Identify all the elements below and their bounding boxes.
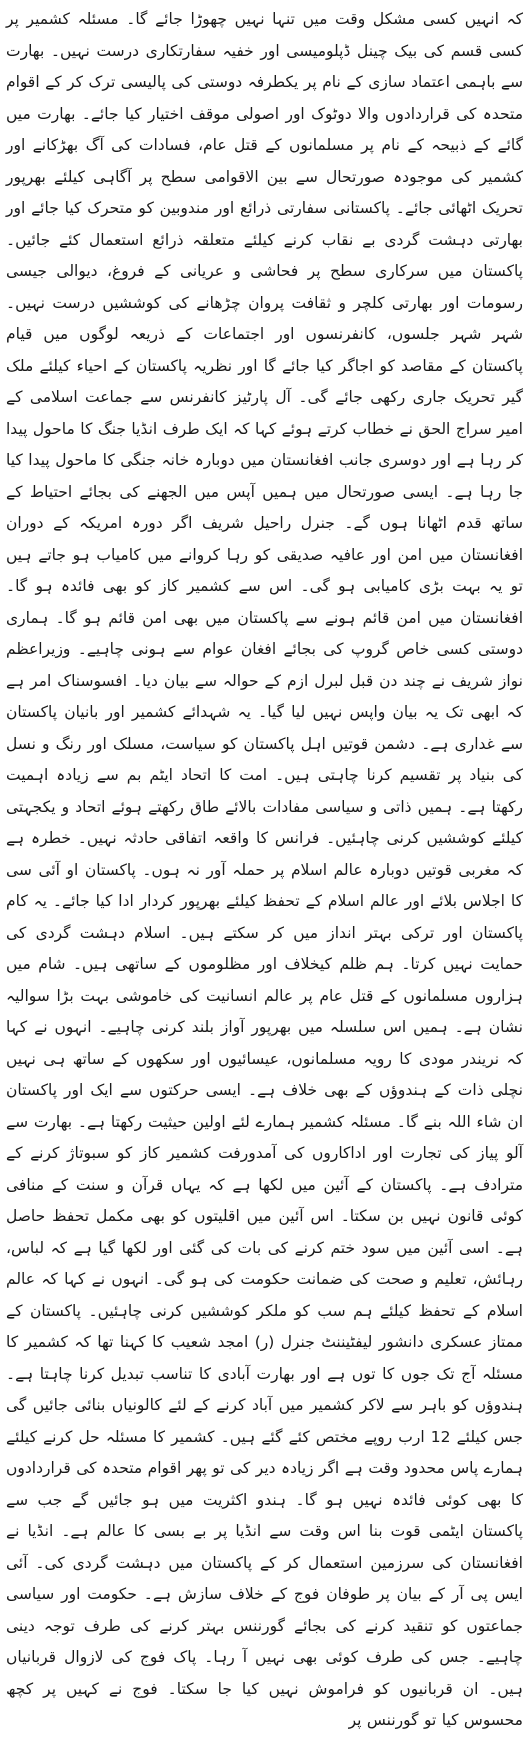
article-body-text: کہ انہیں کسی مشکل وقت میں تنہا نہیں چھوڑا جائے گا۔ مسئلہ کشمیر پر کسی قسم کی بیک چینل ڈپلومیسی اور خفیہ سفارتکاری درست نہیں۔ بھارت سے باہمی اعتماد سازی کے نام پر یکطرفہ دوستی کی پالیسی ترک کر کے اقوام متحدہ کی قراردادوں والا دوٹوک اور اصولی موقف اختیار کیا جائے۔ بھارت میں گائے کے ذبیحہ کے نام پر مسلمانوں کے قتل عام، فسادات کی آگ بھڑکانے اور کشمیر کی موجودہ صورتحال سے بین الاقوامی سطح پر آگاہی کیلئے بھرپور تحریک اٹھائی جائے۔ پاکستانی سفارتی ذرائع اور مندوبین کو متحرک کیا جائے اور بھارتی دہشت گردی بے نقاب کرنے کیلئے متعلقہ ذرائع استعمال کئے جائیں۔ پاکستان میں سرکاری سطح پر فحاشی و عریانی کے فروغ، دیوالی جیسی رسومات اور بھارتی کلچر و ثقافت پروان چڑھانے کی کوششیں درست نہیں۔ شہر شہر جلسوں، کانفرنسوں اور اجتماعات کے ذریعہ لوگوں میں قیام پاکستان کے مقاصد کو اجاگر کیا جائے گا اور نظریہ پاکستان کے احیاء کیلئے ملک گیر تحریک جاری رکھی جائے گی۔ آل پارٹیز کانفرنس سے جماعت اسلامی کے امیر سراج الحق نے خطاب کرتے ہوئے کہا کہ ایک طرف انڈیا جنگ کا ماحول پیدا کر رہا ہے اور دوسری جانب افغانستان میں دوبارہ خانہ جنگی کا ماحول پیدا کیا جا رہا ہے۔ ایسی صورتحال میں ہمیں آپس میں الجھنے کی بجائے احتیاط کے ساتھ قدم اٹھانا ہوں گے۔ جنرل راحیل شریف اگر دورہ امریکہ کے دوران افغانستان میں امن اور عافیہ صدیقی کو رہا کروانے میں کامیاب ہو جاتے ہیں تو یہ بہت بڑی کامیابی ہو گی۔ اس سے کشمیر کاز کو بھی فائدہ ہو گا۔ افغانستان میں امن قائم ہونے سے پاکستان میں بھی امن قائم ہو گا۔ ہماری دوستی کسی خاص گروپ کی بجائے افغان عوام سے ہونی چاہیے۔ وزیراعظم نواز شریف نے چند دن قبل لبرل ازم کے حوالہ سے بیان دیا۔ افسوسناک امر ہے کہ ابھی تک یہ بیان واپس نہیں لیا گیا۔ یہ شہدائے کشمیر اور بانیان پاکستان سے غداری ہے۔ دشمن قوتیں اہل پاکستان کو سیاست، مسلک اور رنگ و نسل کی بنیاد پر تقسیم کرنا چاہتی ہیں۔ امت کا اتحاد ایٹم بم سے زیادہ اہمیت رکھتا ہے۔ ہمیں ذاتی و سیاسی مفادات بالائے طاق رکھتے ہوئے اتحاد و یکجہتی کیلئے کوششیں کرنی چاہئیں۔ فرانس کا واقعہ اتفاقی حادثہ نہیں۔ خطرہ ہے کہ مغربی قوتیں دوبارہ عالم اسلام پر حملہ آور نہ ہوں۔ پاکستان او آئی سی کا اجلاس بلائے اور عالم اسلام کے تحفظ کیلئے بھرپور کردار ادا کیا جائے۔ یہ کام پاکستان اور ترکی بہتر انداز میں کر سکتے ہیں۔ اسلام دہشت گردی کی حمایت نہیں کرتا۔ ہم ظلم کیخلاف اور مظلوموں کے ساتھی ہیں۔ شام میں ہزاروں مسلمانوں کے قتل عام پر عالم انسانیت کی خاموشی بہت بڑا سوالیہ نشان ہے۔ ہمیں اس سلسلہ میں بھرپور آواز بلند کرنی چاہیے۔ انہوں نے کہا کہ نریندر مودی کا رویہ مسلمانوں، عیسائیوں اور سکھوں کے ساتھ ہی نہیں نچلی ذات کے ہندوؤں کے بھی خلاف ہے۔ ایسی حرکتوں سے ایک اور پاکستان ان شاء اللہ بنے گا۔ مسئلہ کشمیر ہمارے لئے اولین حیثیت رکھتا ہے۔ بھارت سے آلو پیاز کی تجارت اور اداکاروں کی آمدورفت کشمیر کاز کو سبوتاژ کرنے کے مترادف ہے۔ پاکستان کے آئین میں لکھا ہے کہ یہاں قرآن و سنت کے منافی کوئی قانون نہیں بن سکتا۔ اس آئین میں اقلیتوں کو بھی مکمل تحفظ حاصل ہے۔ اسی آئین میں سود ختم کرنے کی بات کی گئی اور لکھا گیا ہے کہ لباس، رہائش، تعلیم و صحت کی ضمانت حکومت کی ہو گی۔ انہوں نے کہا کہ عالم اسلام کے تحفظ کیلئے ہم سب کو ملکر کوششیں کرنی چاہئیں۔ پاکستان کے ممتاز عسکری دانشور لیفٹیننٹ جنرل (ر) امجد شعیب کا کہنا تھا کہ کشمیر کا مسئلہ آج تک جوں کا توں ہے اور بھارت آبادی کا تناسب تبدیل کرنا چاہتا ہے۔ ہندوؤں کو باہر سے لاکر کشمیر میں آباد کرنے کے لئے کالونیاں بنائی جائیں گی جس کیلئے 12 ارب روپے مختص کئے گئے ہیں۔ کشمیر کا مسئلہ حل کرنے کیلئے ہمارے پاس محدود وقت ہے اگر زیادہ دیر کی تو پھر اقوام متحدہ کی قراردادوں کا بھی کوئی فائدہ نہیں ہو گا۔ ہندو اکثریت میں ہو جائیں گے جب سے پاکستان ایٹمی قوت بنا اس وقت سے انڈیا پر بے بسی کا عالم ہے۔ انڈیا نے افغانستان کی سرزمین استعمال کر کے پاکستان میں دہشت گردی کی۔ آئی ایس پی آر کے بیان پر طوفان فوج کے خلاف سازش ہے۔ حکومت اور سیاسی جماعتوں کو تنقید کرنے کی بجائے گورننس بہتر کرنے کی طرف توجہ دینی چاہیے۔ جس کی طرف کوئی بھی نہیں آ رہا۔ پاک فوج کی لازوال قربانیاں ہیں۔ ان قربانیوں کو فراموش نہیں کیا جا سکتا۔ فوج نے کہیں پر کچھ محسوس کیا تو گورننس پر — [6, 10, 523, 1729]
article-column — [6, 4, 523, 1737]
